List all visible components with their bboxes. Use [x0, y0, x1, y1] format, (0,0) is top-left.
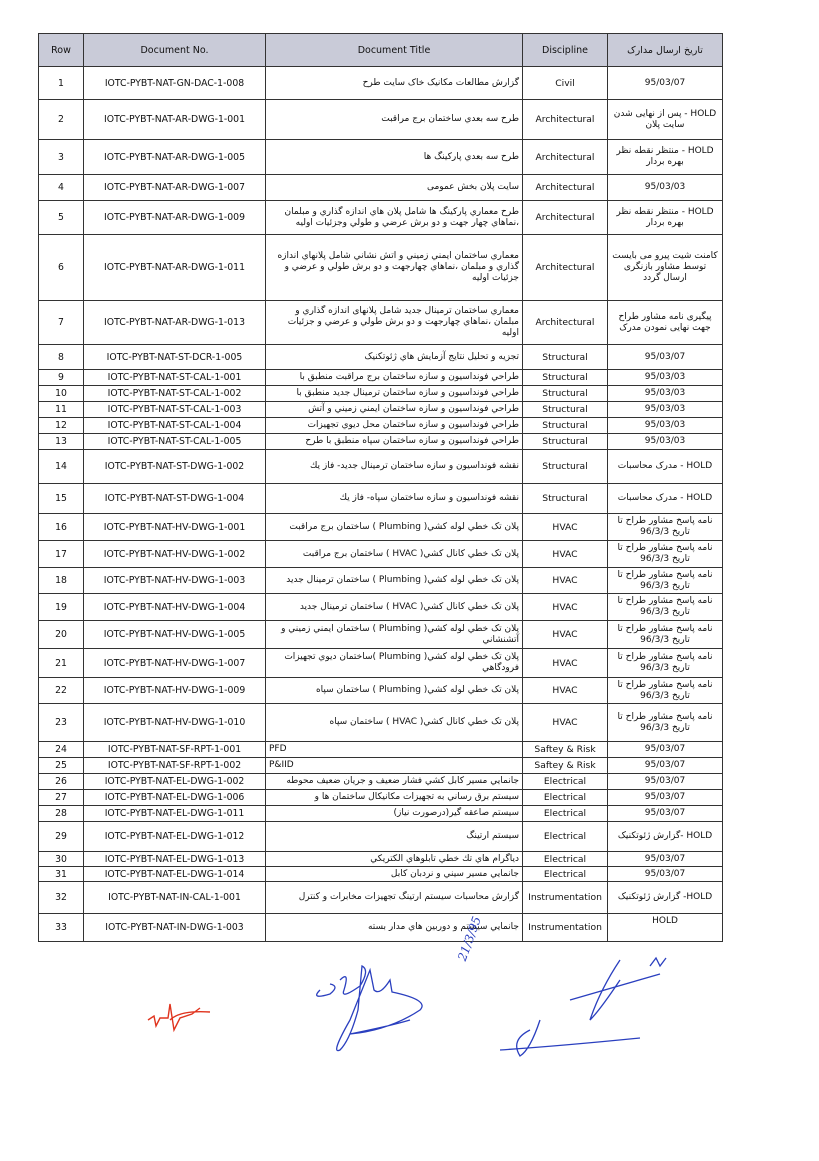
- row-number: 14: [39, 450, 84, 484]
- document-title: طرح معماري پارکینگ ها شامل پلان هاي اندازه گذاري و مبلمان ،نماهاي چهار جهت و دو برش عرضي و طولي وجزئيات اوليه: [266, 201, 523, 235]
- row-number: 33: [39, 914, 84, 942]
- document-title: دياگرام هاي تك خطي تابلوهاي الكتريكي: [266, 852, 523, 867]
- discipline: Architectural: [523, 175, 608, 201]
- document-number: IOTC-PYBT-NAT-ST-DWG-1-002: [84, 450, 266, 484]
- document-title: پلان تک خطي کانال کشي( HVAC ) ساختمان برج مراقبت: [266, 541, 523, 568]
- table-row: [39, 140, 723, 175]
- table-row: [39, 678, 723, 704]
- document-number: IOTC-PYBT-NAT-HV-DWG-1-009: [84, 678, 266, 704]
- document-title: پلان تک خطي لوله کشي( Plumbing ) ساختمان ترمينال جديد: [266, 568, 523, 594]
- submission-date: پیگیری نامه مشاور طراح جهت نهایی نمودن مدرک: [608, 301, 723, 345]
- submission-date: 95/03/07: [608, 806, 723, 822]
- submission-date: نامه پاسخ مشاور طراح تا تاریخ 96/3/3: [608, 704, 723, 742]
- row-number: 3: [39, 140, 84, 175]
- discipline: Structural: [523, 386, 608, 402]
- table-row: [39, 67, 723, 100]
- document-number: IOTC-PYBT-NAT-EL-DWG-1-012: [84, 822, 266, 852]
- row-number: 18: [39, 568, 84, 594]
- discipline: Electrical: [523, 806, 608, 822]
- table-row: [39, 402, 723, 418]
- header-document-title: Document Title: [266, 34, 523, 67]
- document-title: سيستم ارتينگ: [266, 822, 523, 852]
- row-number: 27: [39, 790, 84, 806]
- document-table: [38, 33, 723, 942]
- document-title: معماري ساختمان ايمني زميني و اتش نشاني شامل پلانهاي اندازه گذاري و مبلمان ،نماهاي چهارجهت و دو برش طولي و عرضي و جزئيات اوليه: [266, 235, 523, 301]
- discipline: HVAC: [523, 678, 608, 704]
- discipline: Structural: [523, 345, 608, 370]
- document-number: IOTC-PYBT-NAT-EL-DWG-1-006: [84, 790, 266, 806]
- submission-date: HOLD: [608, 914, 723, 942]
- signature-red: [140, 990, 230, 1040]
- table-row: [39, 822, 723, 852]
- row-number: 2: [39, 100, 84, 140]
- submission-date: 95/03/03: [608, 386, 723, 402]
- submission-date: HOLD - مدرک محاسبات: [608, 484, 723, 514]
- table-row: [39, 484, 723, 514]
- discipline: Electrical: [523, 774, 608, 790]
- table-row: [39, 175, 723, 201]
- row-number: 26: [39, 774, 84, 790]
- submission-date: 95/03/03: [608, 434, 723, 450]
- document-title: طرح سه بعدي پارکینگ ها: [266, 140, 523, 175]
- row-number: 21: [39, 649, 84, 678]
- document-title: سایت پلان بخش عمومی: [266, 175, 523, 201]
- row-number: 25: [39, 758, 84, 774]
- submission-date: HOLD - منتظر نقطه نظر بهره بردار: [608, 140, 723, 175]
- table-row: [39, 370, 723, 386]
- row-number: 17: [39, 541, 84, 568]
- row-number: 4: [39, 175, 84, 201]
- submission-date: 95/03/03: [608, 418, 723, 434]
- submission-date: HOLD- گزارش ژئوتکنیک: [608, 882, 723, 914]
- discipline: Architectural: [523, 301, 608, 345]
- document-title: جانمايي مسير سيني و نردبان کابل: [266, 867, 523, 882]
- submission-date: HOLD - منتظر نقطه نظر بهره بردار: [608, 201, 723, 235]
- discipline: Civil: [523, 67, 608, 100]
- table-row: [39, 434, 723, 450]
- submission-date: نامه پاسخ مشاور طراح تا تاریخ 96/3/3: [608, 621, 723, 649]
- document-title: معماري ساختمان ترمينال جديد شامل پلانهای اندازه گذاري و مبلمان ،نماهاي چهارجهت و دو برش طولي و عرضي و جزئيات اوليه: [266, 301, 523, 345]
- table-row: [39, 418, 723, 434]
- document-number: IOTC-PYBT-NAT-EL-DWG-1-002: [84, 774, 266, 790]
- table-row: [39, 621, 723, 649]
- document-title: پلان تک خطي کانال کشي( HVAC ) ساختمان سپاه: [266, 704, 523, 742]
- document-title: سيستم برق رساني به تجهيزات مکانيکال ساختمان ها و: [266, 790, 523, 806]
- document-title: طراحي فونداسيون و سازه ساختمان محل ديوي تجهيزات: [266, 418, 523, 434]
- row-number: 31: [39, 867, 84, 882]
- table-row: [39, 594, 723, 621]
- row-number: 5: [39, 201, 84, 235]
- document-title: طراحي فونداسيون و سازه ساختمان ايمني زميني و آتش: [266, 402, 523, 418]
- document-title: نقشه فونداسيون و سازه ساختمان سپاه- فاز يك: [266, 484, 523, 514]
- discipline: Instrumentation: [523, 914, 608, 942]
- document-title: پلان تک خطي لوله کشي( Plumbing ) ساختمان سپاه: [266, 678, 523, 704]
- discipline: Structural: [523, 370, 608, 386]
- document-title: جانمايي مسير کابل کشي فشار ضعيف و جريان ضعيف محوطه: [266, 774, 523, 790]
- row-number: 13: [39, 434, 84, 450]
- row-number: 29: [39, 822, 84, 852]
- row-number: 28: [39, 806, 84, 822]
- submission-date: 95/03/07: [608, 774, 723, 790]
- document-title: طراحي فونداسيون و سازه ساختمان سپاه منطبق با طرح: [266, 434, 523, 450]
- submission-date: نامه پاسخ مشاور طراح تا تاریخ 96/3/3: [608, 568, 723, 594]
- document-title: طراحي فونداسيون و سازه ساختمان برج مراقبت منطبق با: [266, 370, 523, 386]
- document-number: IOTC-PYBT-NAT-HV-DWG-1-007: [84, 649, 266, 678]
- table-row: [39, 806, 723, 822]
- header-date: تاریخ ارسال مدارک: [608, 34, 723, 67]
- submission-date: 95/03/03: [608, 402, 723, 418]
- discipline: Architectural: [523, 100, 608, 140]
- row-number: 20: [39, 621, 84, 649]
- submission-date: نامه پاسخ مشاور طراح تا تاریخ 96/3/3: [608, 678, 723, 704]
- row-number: 7: [39, 301, 84, 345]
- document-number: IOTC-PYBT-NAT-AR-DWG-1-009: [84, 201, 266, 235]
- table-header: [39, 34, 723, 67]
- document-number: IOTC-PYBT-NAT-ST-CAL-1-001: [84, 370, 266, 386]
- signature-blue-2: [500, 950, 700, 1060]
- row-number: 32: [39, 882, 84, 914]
- submission-date: 95/03/07: [608, 345, 723, 370]
- row-number: 11: [39, 402, 84, 418]
- submission-date: 95/03/03: [608, 370, 723, 386]
- table-row: [39, 100, 723, 140]
- discipline: HVAC: [523, 514, 608, 541]
- document-title: گزارش محاسبات سيستم ارتينگ تجهيزات مخابرات و کنترل: [266, 882, 523, 914]
- submission-date: 95/03/07: [608, 742, 723, 758]
- document-number: IOTC-PYBT-NAT-AR-DWG-1-005: [84, 140, 266, 175]
- document-number: IOTC-PYBT-NAT-ST-CAL-1-004: [84, 418, 266, 434]
- document-number: IOTC-PYBT-NAT-AR-DWG-1-011: [84, 235, 266, 301]
- table-row: [39, 345, 723, 370]
- discipline: Structural: [523, 418, 608, 434]
- discipline: Architectural: [523, 235, 608, 301]
- document-title: گزارش مطالعات مکانیک خاک سایت طرح: [266, 67, 523, 100]
- discipline: Saftey & Risk: [523, 742, 608, 758]
- table-row: [39, 541, 723, 568]
- document-number: IOTC-PYBT-NAT-ST-CAL-1-002: [84, 386, 266, 402]
- document-title: PFD: [266, 742, 523, 758]
- document-title: پلان تک خطي لوله کشي( Plumbing ) ساختمان برج مراقبت: [266, 514, 523, 541]
- table-row: [39, 386, 723, 402]
- row-number: 6: [39, 235, 84, 301]
- row-number: 24: [39, 742, 84, 758]
- discipline: Structural: [523, 402, 608, 418]
- submission-date: نامه پاسخ مشاور طراح تا تاریخ 96/3/3: [608, 514, 723, 541]
- document-number: IOTC-PYBT-NAT-HV-DWG-1-004: [84, 594, 266, 621]
- discipline: Architectural: [523, 140, 608, 175]
- row-number: 9: [39, 370, 84, 386]
- discipline: Architectural: [523, 201, 608, 235]
- table-row: [39, 704, 723, 742]
- table-row: [39, 914, 723, 942]
- submission-date: نامه پاسخ مشاور طراح تا تاریخ 96/3/3: [608, 541, 723, 568]
- discipline: HVAC: [523, 541, 608, 568]
- row-number: 1: [39, 67, 84, 100]
- discipline: Structural: [523, 484, 608, 514]
- discipline: Electrical: [523, 867, 608, 882]
- table-row: [39, 201, 723, 235]
- document-number: IOTC-PYBT-NAT-ST-DCR-1-005: [84, 345, 266, 370]
- discipline: Structural: [523, 450, 608, 484]
- submission-date: HOLD - مدرک محاسبات: [608, 450, 723, 484]
- document-number: IOTC-PYBT-NAT-EL-DWG-1-013: [84, 852, 266, 867]
- document-number: IOTC-PYBT-NAT-EL-DWG-1-011: [84, 806, 266, 822]
- document-number: IOTC-PYBT-NAT-HV-DWG-1-005: [84, 621, 266, 649]
- discipline: Saftey & Risk: [523, 758, 608, 774]
- submission-date: 95/03/07: [608, 867, 723, 882]
- submission-date: 95/03/07: [608, 790, 723, 806]
- document-number: IOTC-PYBT-NAT-HV-DWG-1-010: [84, 704, 266, 742]
- submission-date: 95/03/03: [608, 175, 723, 201]
- document-title: طرح سه بعدي ساختمان برج مراقبت: [266, 100, 523, 140]
- document-number: IOTC-PYBT-NAT-ST-CAL-1-005: [84, 434, 266, 450]
- document-number: IOTC-PYBT-NAT-SF-RPT-1-001: [84, 742, 266, 758]
- discipline: HVAC: [523, 649, 608, 678]
- submission-date: HOLD - پس از نهایی شدن سایت پلان: [608, 100, 723, 140]
- header-discipline: Discipline: [523, 34, 608, 67]
- row-number: 10: [39, 386, 84, 402]
- document-title: جانمايي سيستم و دوربين هاي مدار بسته: [266, 914, 523, 942]
- table-row: [39, 867, 723, 882]
- document-title: سيستم صاعقه گير(درصورت نياز): [266, 806, 523, 822]
- header-document-no: Document No.: [84, 34, 266, 67]
- document-title: طراحي فونداسيون و سازه ساختمان ترمينال جديد منطبق با: [266, 386, 523, 402]
- document-title: پلان تک خطي لوله کشي( Plumbing )ساختمان ديوي تجهيزات فرودگاهي: [266, 649, 523, 678]
- row-number: 19: [39, 594, 84, 621]
- table-row: [39, 742, 723, 758]
- document-number: IOTC-PYBT-NAT-IN-CAL-1-001: [84, 882, 266, 914]
- document-number: IOTC-PYBT-NAT-HV-DWG-1-003: [84, 568, 266, 594]
- document-number: IOTC-PYBT-NAT-ST-CAL-1-003: [84, 402, 266, 418]
- discipline: HVAC: [523, 568, 608, 594]
- document-number: IOTC-PYBT-NAT-IN-DWG-1-003: [84, 914, 266, 942]
- discipline: Electrical: [523, 790, 608, 806]
- row-number: 22: [39, 678, 84, 704]
- discipline: HVAC: [523, 621, 608, 649]
- submission-date: کامنت شیت پیرو می بایست توسط مشاور بازنگری ارسال گردد: [608, 235, 723, 301]
- discipline: Structural: [523, 434, 608, 450]
- submission-date: HOLD -گزارش ژئوتکنیک: [608, 822, 723, 852]
- table-row: [39, 882, 723, 914]
- document-number: IOTC-PYBT-NAT-HV-DWG-1-002: [84, 541, 266, 568]
- submission-date: نامه پاسخ مشاور طراح تا تاریخ 96/3/3: [608, 649, 723, 678]
- submission-date: نامه پاسخ مشاور طراح تا تاریخ 96/3/3: [608, 594, 723, 621]
- table-row: [39, 758, 723, 774]
- table-row: [39, 852, 723, 867]
- document-number: IOTC-PYBT-NAT-GN-DAC-1-008: [84, 67, 266, 100]
- row-number: 30: [39, 852, 84, 867]
- discipline: Electrical: [523, 852, 608, 867]
- row-number: 12: [39, 418, 84, 434]
- table-row: [39, 774, 723, 790]
- header-row: Row: [39, 34, 84, 67]
- submission-date: 95/03/07: [608, 67, 723, 100]
- table-row: [39, 450, 723, 484]
- document-title: نقشه فونداسيون و سازه ساختمان ترمينال جديد- فاز يك: [266, 450, 523, 484]
- table-row: [39, 568, 723, 594]
- discipline: Instrumentation: [523, 882, 608, 914]
- table-row: [39, 649, 723, 678]
- discipline: Electrical: [523, 822, 608, 852]
- document-title: تجزيه و تحليل نتايج آزمايش هاي ژئوتکنيک: [266, 345, 523, 370]
- discipline: HVAC: [523, 704, 608, 742]
- signature-blue-1: [300, 950, 480, 1060]
- document-number: IOTC-PYBT-NAT-HV-DWG-1-001: [84, 514, 266, 541]
- table-row: [39, 235, 723, 301]
- document-title: پلان تک خطي کانال کشي( HVAC ) ساختمان ترمينال جديد: [266, 594, 523, 621]
- row-number: 8: [39, 345, 84, 370]
- document-number: IOTC-PYBT-NAT-AR-DWG-1-013: [84, 301, 266, 345]
- submission-date: 95/03/07: [608, 758, 723, 774]
- document-number: IOTC-PYBT-NAT-SF-RPT-1-002: [84, 758, 266, 774]
- submission-date: 95/03/07: [608, 852, 723, 867]
- table-row: [39, 514, 723, 541]
- document-number: IOTC-PYBT-NAT-ST-DWG-1-004: [84, 484, 266, 514]
- document-number: IOTC-PYBT-NAT-AR-DWG-1-001: [84, 100, 266, 140]
- row-number: 23: [39, 704, 84, 742]
- document-title: P&IID: [266, 758, 523, 774]
- document-number: IOTC-PYBT-NAT-EL-DWG-1-014: [84, 867, 266, 882]
- row-number: 15: [39, 484, 84, 514]
- table-row: [39, 790, 723, 806]
- table-row: [39, 301, 723, 345]
- discipline: HVAC: [523, 594, 608, 621]
- document-number: IOTC-PYBT-NAT-AR-DWG-1-007: [84, 175, 266, 201]
- row-number: 16: [39, 514, 84, 541]
- document-title: پلان تک خطي لوله کشي( Plumbing ) ساختمان ايمني زميني و آتشنشاني: [266, 621, 523, 649]
